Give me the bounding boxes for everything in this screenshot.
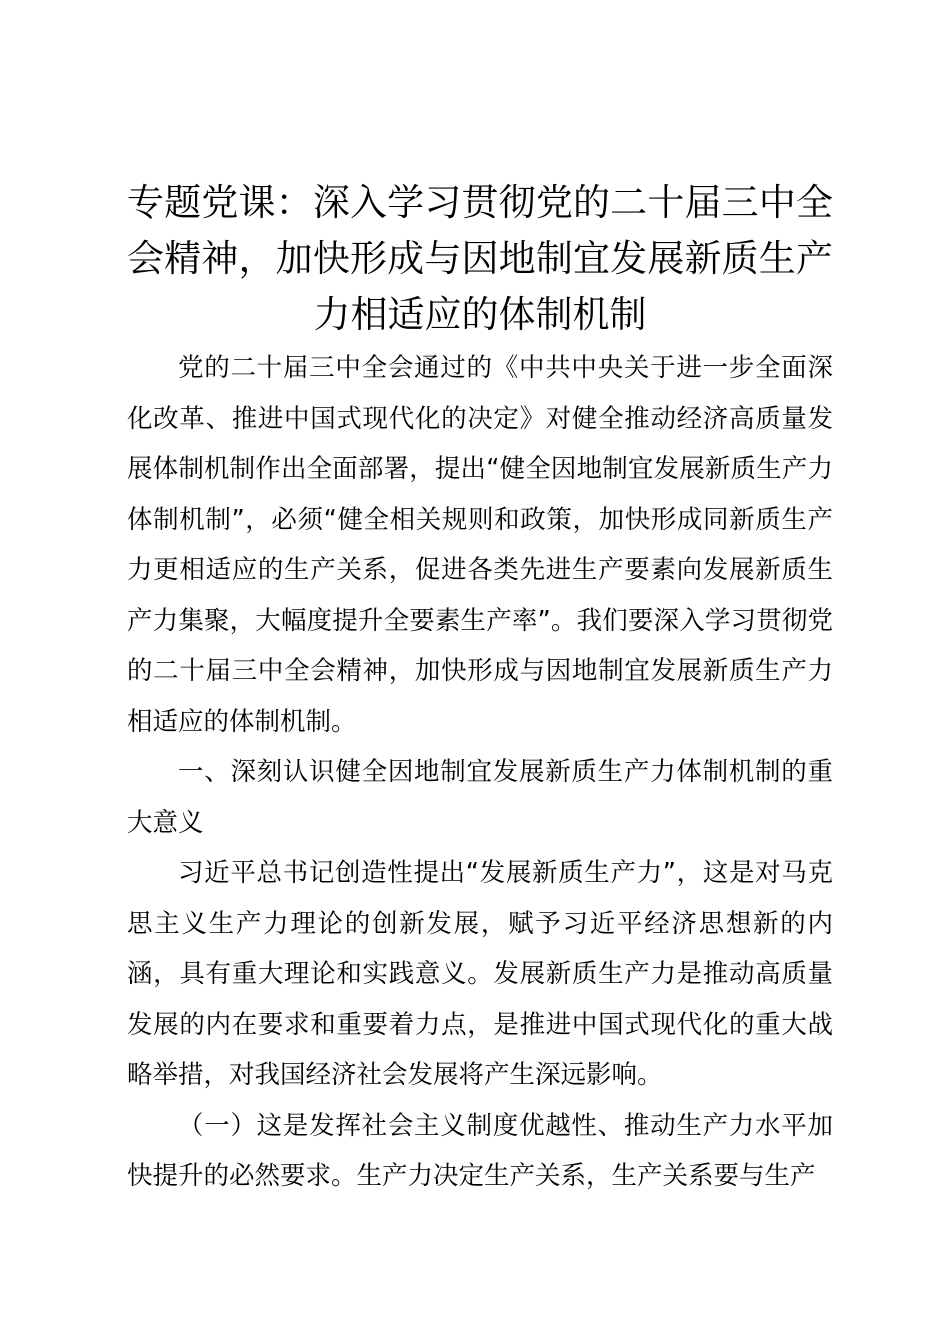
intro-paragraph: 党的二十届三中全会通过的《中共中央关于进一步全面深化改革、推进中国式现代化的决定》对健全推动经济高质量发展体制机制作出全面部署，提出“健全因地制宜发展新质生产力体制机制”，必须“健全相关规则和政策，加快形成同新质生产力更相适应的生产关系，促进各类先进生产要素向发展新质生产力集聚，大幅度提升全要素生产率”。我们要深入学习贯彻党的二十届三中全会精神，加快形成与因地制宜发展新质生产力相适应的体制机制。 — [127, 353, 833, 737]
section-heading-1: 一、深刻认识健全因地制宜发展新质生产力体制机制的重大意义 — [127, 757, 833, 838]
document-body — [127, 175, 833, 1202]
document-title: 专题党课：深入学习贯彻党的二十届三中全会精神，加快形成与因地制宜发展新质生产力相适应的体制机制 — [127, 181, 833, 336]
subsection-1-paragraph: （一）这是发挥社会主义制度优越性、推动生产力水平加快提升的必然要求。生产力决定生产关系，生产关系要与生产 — [127, 1110, 833, 1191]
section-1-paragraph: 习近平总书记创造性提出“发展新质生产力”，这是对马克思主义生产力理论的创新发展，赋予习近平经济思想新的内涵，具有重大理论和实践意义。发展新质生产力是推动高质量发展的内在要求和重要着力点，是推进中国式现代化的重大战略举措，对我国经济社会发展将产生深远影响。 — [127, 858, 833, 1090]
